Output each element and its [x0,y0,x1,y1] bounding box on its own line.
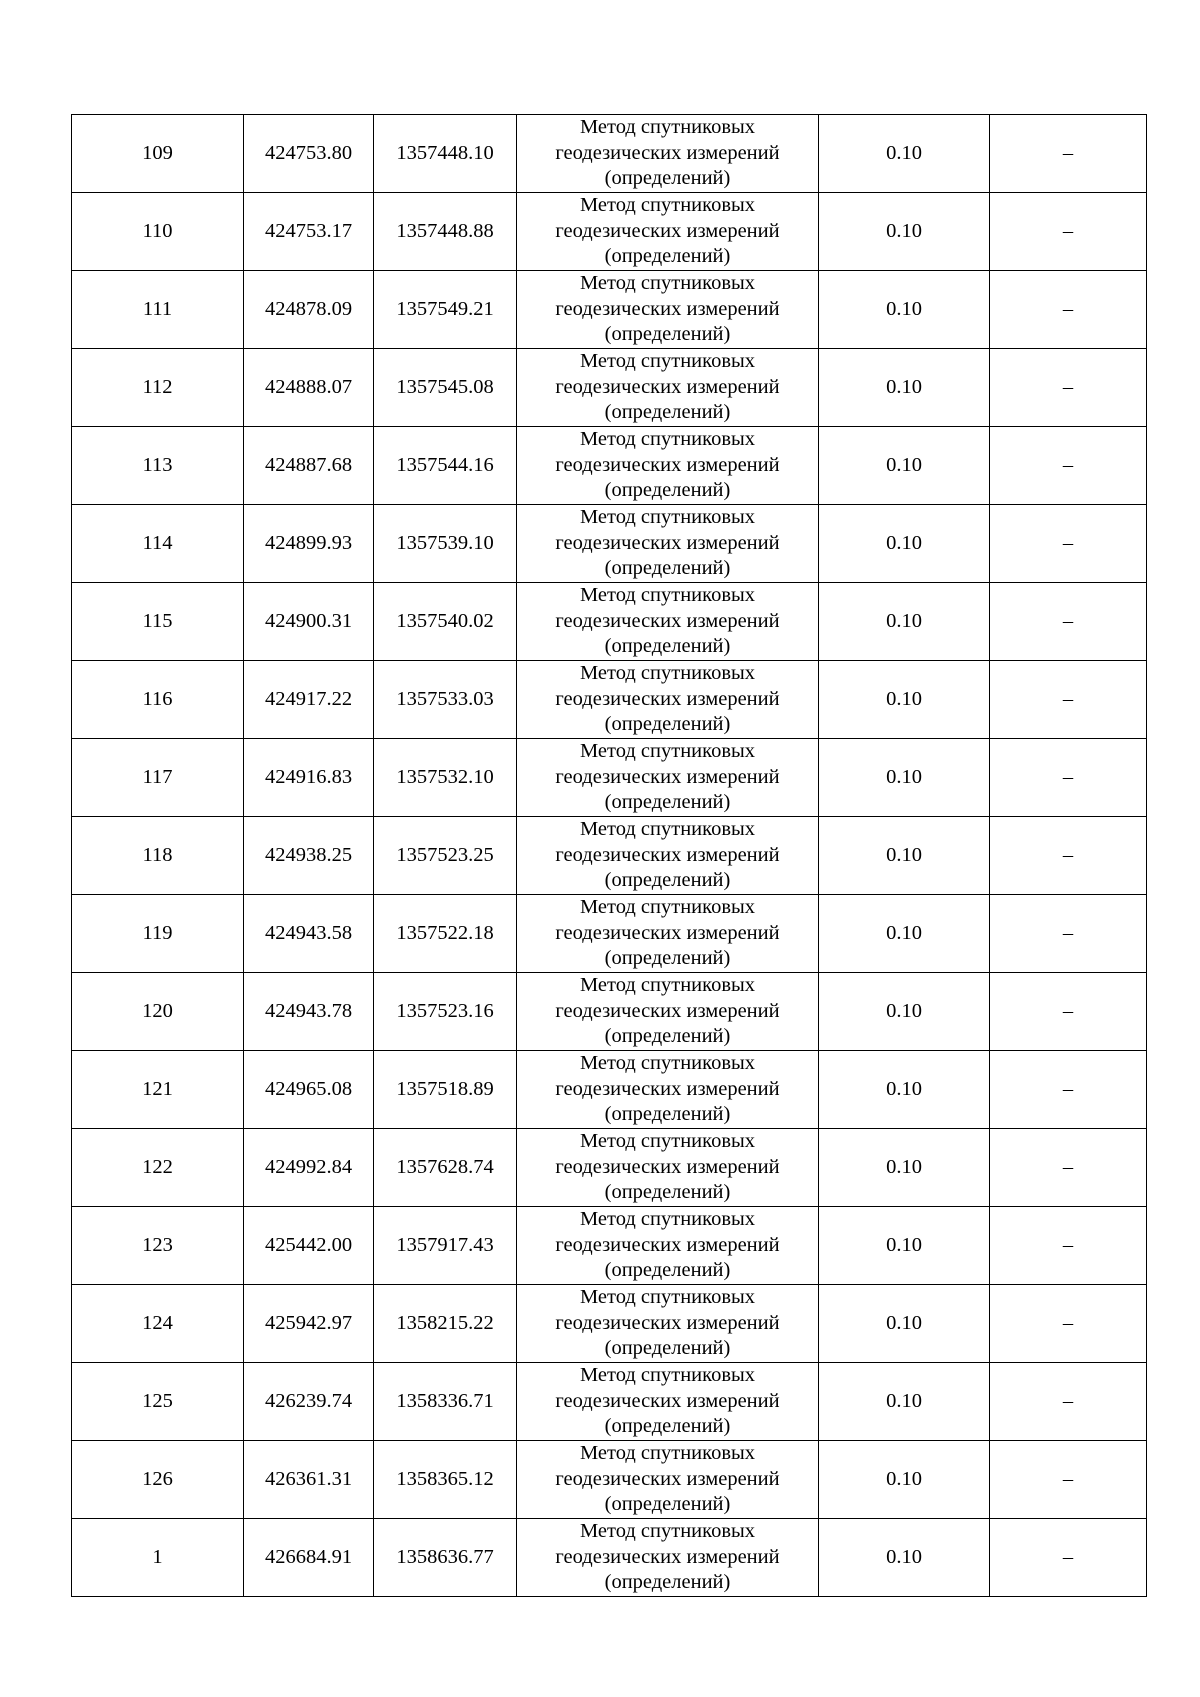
table-row [72,271,1147,349]
method-cell: Метод спутниковых геодезических измерений (определений) [517,739,819,817]
point-number-cell: 121 [72,1051,244,1129]
table-row [72,1207,1147,1285]
precision-cell: 0.10 [819,271,990,349]
precision-cell: 0.10 [819,1519,990,1597]
y-coordinate-cell: 1357545.08 [374,349,517,427]
method-cell: Метод спутниковых геодезических измерений (определений) [517,1441,819,1519]
point-number-cell: 120 [72,973,244,1051]
table-row [72,895,1147,973]
precision-cell: 0.10 [819,1129,990,1207]
point-number-cell: 124 [72,1285,244,1363]
method-cell: Метод спутниковых геодезических измерений (определений) [517,115,819,193]
point-number-cell: 111 [72,271,244,349]
note-cell: – [990,1441,1147,1519]
precision-cell: 0.10 [819,583,990,661]
table-row [72,973,1147,1051]
y-coordinate-cell: 1357544.16 [374,427,517,505]
method-cell: Метод спутниковых геодезических измерений (определений) [517,505,819,583]
y-coordinate-cell: 1357518.89 [374,1051,517,1129]
note-cell: – [990,505,1147,583]
method-cell: Метод спутниковых геодезических измерений (определений) [517,661,819,739]
x-coordinate-cell: 424753.17 [244,193,374,271]
table-row [72,583,1147,661]
method-cell: Метод спутниковых геодезических измерений (определений) [517,1207,819,1285]
x-coordinate-cell: 424900.31 [244,583,374,661]
table-row [72,1285,1147,1363]
note-cell: – [990,973,1147,1051]
x-coordinate-cell: 425942.97 [244,1285,374,1363]
y-coordinate-cell: 1357448.10 [374,115,517,193]
method-cell: Метод спутниковых геодезических измерений (определений) [517,1051,819,1129]
y-coordinate-cell: 1357539.10 [374,505,517,583]
precision-cell: 0.10 [819,1363,990,1441]
note-cell: – [990,427,1147,505]
method-cell: Метод спутниковых геодезических измерений (определений) [517,1519,819,1597]
point-number-cell: 119 [72,895,244,973]
table-row [72,1519,1147,1597]
table-row [72,349,1147,427]
x-coordinate-cell: 424938.25 [244,817,374,895]
method-cell: Метод спутниковых геодезических измерений (определений) [517,817,819,895]
x-coordinate-cell: 426361.31 [244,1441,374,1519]
point-number-cell: 112 [72,349,244,427]
table-row [72,1129,1147,1207]
method-cell: Метод спутниковых геодезических измерений (определений) [517,271,819,349]
note-cell: – [990,1207,1147,1285]
x-coordinate-cell: 424888.07 [244,349,374,427]
x-coordinate-cell: 424965.08 [244,1051,374,1129]
precision-cell: 0.10 [819,1051,990,1129]
x-coordinate-cell: 425442.00 [244,1207,374,1285]
note-cell: – [990,661,1147,739]
precision-cell: 0.10 [819,427,990,505]
point-number-cell: 116 [72,661,244,739]
note-cell: – [990,1363,1147,1441]
note-cell: – [990,583,1147,661]
table-row [72,661,1147,739]
precision-cell: 0.10 [819,739,990,817]
point-number-cell: 118 [72,817,244,895]
method-cell: Метод спутниковых геодезических измерений (определений) [517,1363,819,1441]
point-number-cell: 114 [72,505,244,583]
precision-cell: 0.10 [819,1285,990,1363]
point-number-cell: 117 [72,739,244,817]
table-row [72,817,1147,895]
table-row [72,1363,1147,1441]
y-coordinate-cell: 1358636.77 [374,1519,517,1597]
precision-cell: 0.10 [819,817,990,895]
precision-cell: 0.10 [819,193,990,271]
y-coordinate-cell: 1358365.12 [374,1441,517,1519]
precision-cell: 0.10 [819,973,990,1051]
x-coordinate-cell: 426684.91 [244,1519,374,1597]
point-number-cell: 115 [72,583,244,661]
note-cell: – [990,193,1147,271]
note-cell: – [990,1285,1147,1363]
x-coordinate-cell: 424887.68 [244,427,374,505]
y-coordinate-cell: 1357540.02 [374,583,517,661]
point-number-cell: 125 [72,1363,244,1441]
note-cell: – [990,1051,1147,1129]
precision-cell: 0.10 [819,661,990,739]
method-cell: Метод спутниковых геодезических измерений (определений) [517,427,819,505]
y-coordinate-cell: 1358215.22 [374,1285,517,1363]
precision-cell: 0.10 [819,1441,990,1519]
x-coordinate-cell: 424917.22 [244,661,374,739]
note-cell: – [990,271,1147,349]
point-number-cell: 110 [72,193,244,271]
precision-cell: 0.10 [819,349,990,427]
point-number-cell: 1 [72,1519,244,1597]
table-row [72,427,1147,505]
method-cell: Метод спутниковых геодезических измерений (определений) [517,1285,819,1363]
point-number-cell: 109 [72,115,244,193]
method-cell: Метод спутниковых геодезических измерений (определений) [517,349,819,427]
note-cell: – [990,739,1147,817]
point-number-cell: 126 [72,1441,244,1519]
table-row [72,1051,1147,1129]
note-cell: – [990,115,1147,193]
x-coordinate-cell: 424899.93 [244,505,374,583]
y-coordinate-cell: 1358336.71 [374,1363,517,1441]
precision-cell: 0.10 [819,1207,990,1285]
method-cell: Метод спутниковых геодезических измерений (определений) [517,973,819,1051]
y-coordinate-cell: 1357628.74 [374,1129,517,1207]
y-coordinate-cell: 1357533.03 [374,661,517,739]
method-cell: Метод спутниковых геодезических измерений (определений) [517,895,819,973]
table-row [72,1441,1147,1519]
y-coordinate-cell: 1357532.10 [374,739,517,817]
y-coordinate-cell: 1357523.25 [374,817,517,895]
y-coordinate-cell: 1357523.16 [374,973,517,1051]
note-cell: – [990,895,1147,973]
x-coordinate-cell: 424753.80 [244,115,374,193]
note-cell: – [990,349,1147,427]
y-coordinate-cell: 1357522.18 [374,895,517,973]
method-cell: Метод спутниковых геодезических измерений (определений) [517,1129,819,1207]
note-cell: – [990,817,1147,895]
y-coordinate-cell: 1357448.88 [374,193,517,271]
precision-cell: 0.10 [819,505,990,583]
method-cell: Метод спутниковых геодезических измерений (определений) [517,193,819,271]
x-coordinate-cell: 426239.74 [244,1363,374,1441]
precision-cell: 0.10 [819,895,990,973]
table-row [72,739,1147,817]
point-number-cell: 123 [72,1207,244,1285]
x-coordinate-cell: 424916.83 [244,739,374,817]
table-row [72,115,1147,193]
point-number-cell: 122 [72,1129,244,1207]
note-cell: – [990,1129,1147,1207]
table-row [72,505,1147,583]
x-coordinate-cell: 424943.78 [244,973,374,1051]
y-coordinate-cell: 1357549.21 [374,271,517,349]
y-coordinate-cell: 1357917.43 [374,1207,517,1285]
x-coordinate-cell: 424943.58 [244,895,374,973]
table-row [72,193,1147,271]
point-number-cell: 113 [72,427,244,505]
x-coordinate-cell: 424878.09 [244,271,374,349]
method-cell: Метод спутниковых геодезических измерений (определений) [517,583,819,661]
precision-cell: 0.10 [819,115,990,193]
note-cell: – [990,1519,1147,1597]
coordinates-table [71,114,1147,1597]
x-coordinate-cell: 424992.84 [244,1129,374,1207]
coordinates-table-body [72,115,1147,1597]
